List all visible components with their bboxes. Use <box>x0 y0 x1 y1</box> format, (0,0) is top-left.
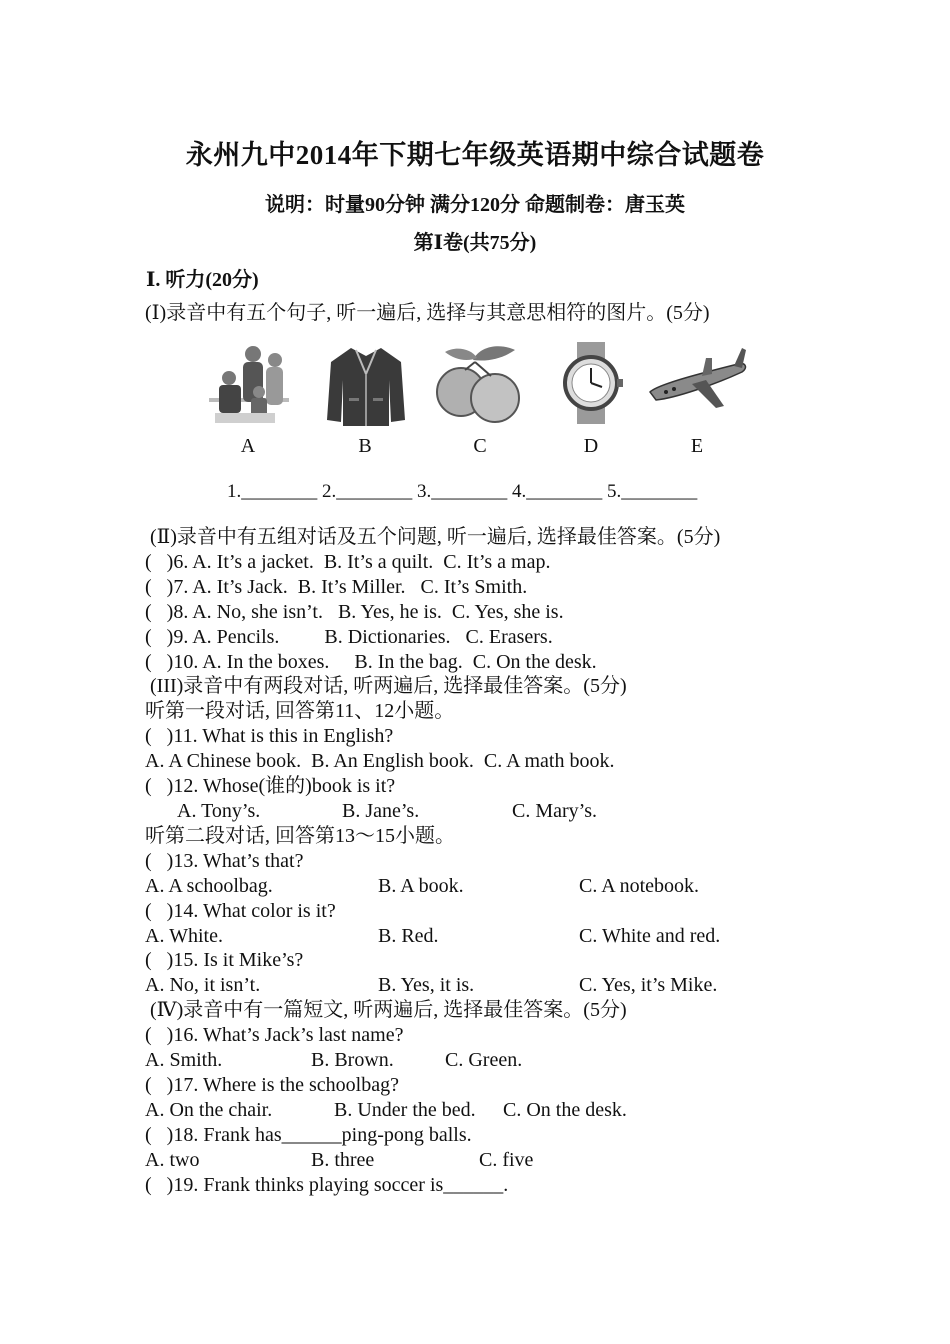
question-13-option-b: B. A book. <box>378 875 464 897</box>
question-16-option-a: A. Smith. <box>145 1049 223 1071</box>
oranges-icon <box>433 340 525 432</box>
exam-info: 说明：时量90分钟 满分120分 命题制卷：唐玉英 <box>265 194 685 216</box>
part3-instruction: (III)录音中有两段对话, 听两遍后, 选择最佳答案。(5分) <box>145 675 627 697</box>
question-17: ( )17. Where is the schoolbag? <box>145 1074 399 1096</box>
jacket-icon <box>323 340 409 430</box>
picture-label-b: B <box>358 435 372 457</box>
question-11-options: A. A Chinese book. B. An English book. C. A math book. <box>145 750 615 772</box>
question-14-option-b: B. Red. <box>378 925 439 947</box>
question-13-option-c: C. A notebook. <box>579 875 700 897</box>
volume-heading: 第Ⅰ卷(共75分) <box>413 232 537 254</box>
question-6: ( )6. A. It’s a jacket. B. It’s a quilt. C. It’s a map. <box>145 551 551 573</box>
watch-icon <box>553 340 633 426</box>
question-18-option-b: B. three <box>311 1149 375 1171</box>
section-heading-listening: Ⅰ. 听力(20分) <box>146 269 259 291</box>
question-17-option-b: B. Under the bed. <box>334 1099 476 1121</box>
dialog1-intro: 听第一段对话, 回答第11、12小题。 <box>145 700 455 722</box>
question-14-option-c: C. White and red. <box>579 925 721 947</box>
part4-instruction: (Ⅳ)录音中有一篇短文, 听两遍后, 选择最佳答案。(5分) <box>145 999 627 1021</box>
question-18: ( )18. Frank has______ping-pong balls. <box>145 1124 472 1146</box>
dialog2-intro: 听第二段对话, 回答第13～15小题。 <box>145 825 455 847</box>
question-8: ( )8. A. No, she isn’t. B. Yes, he is. C. Yes, she is. <box>145 601 564 623</box>
question-7: ( )7. A. It’s Jack. B. It’s Miller. C. It’s Smith. <box>145 576 528 598</box>
picture-label-d: D <box>583 435 599 457</box>
airplane-icon <box>646 340 750 420</box>
question-12-option-c: C. Mary’s. <box>512 800 597 822</box>
question-16-option-b: B. Brown. <box>311 1049 394 1071</box>
question-12: ( )12. Whose(谁的)book is it? <box>145 775 396 797</box>
answer-blanks: 1.________ 2.________ 3.________ 4.________ 5.________ <box>227 481 698 502</box>
question-15: ( )15. Is it Mike’s? <box>145 949 304 971</box>
picture-label-a: A <box>240 435 256 457</box>
question-11: ( )11. What is this in English? <box>145 725 394 747</box>
question-10: ( )10. A. In the boxes. B. In the bag. C. On the desk. <box>145 651 597 673</box>
question-15-option-a: A. No, it isn’t. <box>145 974 261 996</box>
question-17-option-c: C. On the desk. <box>503 1099 627 1121</box>
page-title: 永州九中2014年下期七年级英语期中综合试题卷 <box>185 140 765 170</box>
part2-instruction: (Ⅱ)录音中有五组对话及五个问题, 听一遍后, 选择最佳答案。(5分) <box>145 526 721 548</box>
family-icon <box>205 340 293 428</box>
part1-instruction: (Ⅰ)录音中有五个句子, 听一遍后, 选择与其意思相符的图片。(5分) <box>145 302 710 324</box>
question-15-option-c: C. Yes, it’s Mike. <box>579 974 718 996</box>
question-15-option-b: B. Yes, it is. <box>378 974 475 996</box>
question-12-option-b: B. Jane’s. <box>342 800 420 822</box>
question-17-option-a: A. On the chair. <box>145 1099 273 1121</box>
question-14: ( )14. What color is it? <box>145 900 336 922</box>
picture-label-c: C <box>473 435 487 457</box>
question-18-option-c: C. five <box>479 1149 534 1171</box>
question-13: ( )13. What’s that? <box>145 850 304 872</box>
question-16: ( )16. What’s Jack’s last name? <box>145 1024 404 1046</box>
question-14-option-a: A. White. <box>145 925 223 947</box>
question-13-option-a: A. A schoolbag. <box>145 875 273 897</box>
question-19: ( )19. Frank thinks playing soccer is______. <box>145 1174 509 1196</box>
picture-label-e: E <box>690 435 704 457</box>
question-18-option-a: A. two <box>145 1149 200 1171</box>
question-16-option-c: C. Green. <box>445 1049 523 1071</box>
question-9: ( )9. A. Pencils. B. Dictionaries. C. Erasers. <box>145 626 553 648</box>
question-12-option-a: A. Tony’s. <box>177 800 261 822</box>
